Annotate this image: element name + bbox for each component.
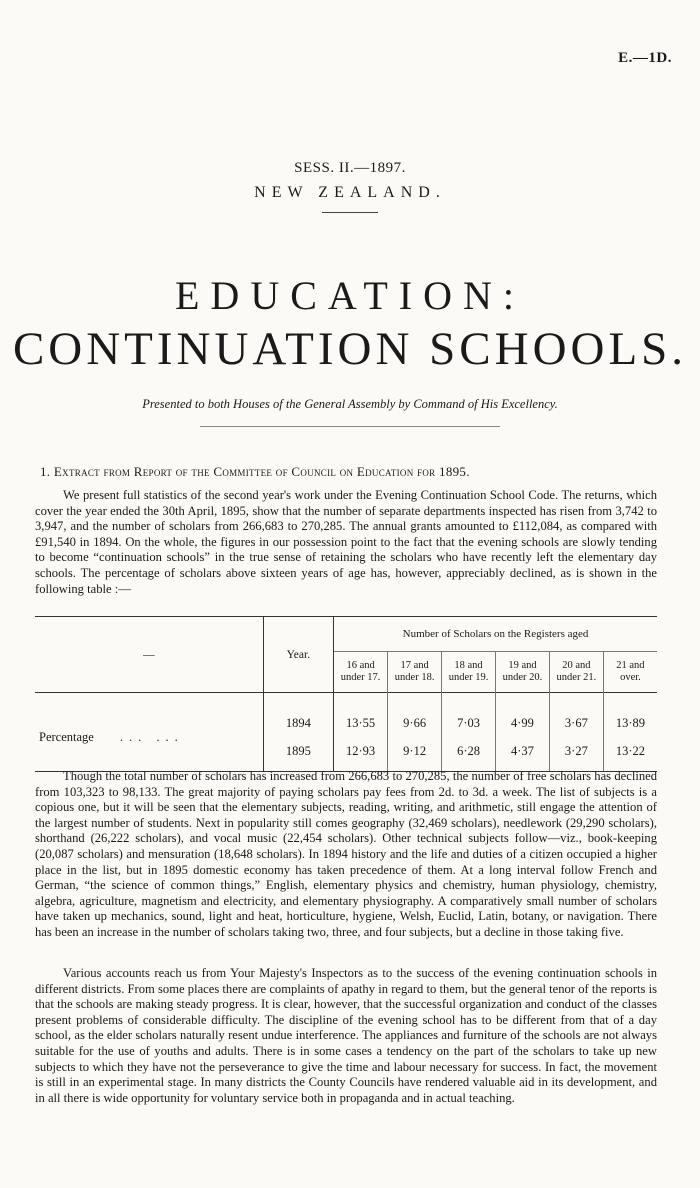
table-cell: 4·99 [496,709,550,737]
table-age-header: 18 and under 19. [442,652,496,693]
leader-dots: ... ... [119,729,184,744]
table-year-header: Year. [263,617,333,693]
statistics-table [35,616,657,772]
title-education: EDUCATION: [175,273,525,318]
title-divider [200,426,500,427]
paragraph-subjects: Though the total number of scholars has increased from 266,683 to 270,285, the number of free scholars has declined from 103,323 to 98,133. The great majority of paying scholars pay fees from 2d. to 3d. a week. The list of subjects is a copious one, but it will be seen that the elementary subjects, reading, writing, and arithmetic, still engage the attention of the largest number of students. Next in popularity still comes geography (32,469 scholars), needlework (29,290 scholars), shorthand (26,222 scholars), and vocal music (22,454 scholars). Other technical subjects follow—viz., book-keeping (20,087 scholars) and mensuration (18,648 scholars). In 1894 history and the life and duties of a citizen occupied a higher place in the list, but in 1895 domestic economy has taken precedence of them. At a long interval follow French and German, “the science of common things,” English, elementary physics and chemistry, human physiology, chemistry, algebra, agriculture, magnetism and electricity, and elementary physiography. A comparatively small number of scholars have taken up mechanics, sound, light and heat, horticulture, hygiene, Welsh, Euclid, Latin, botany, or navigation. There has been an increase in the number of scholars taking two, three, and four subjects, but a decline in those taking five. [35,769,657,939]
presented-line: Presented to both Houses of the General Assembly by Command of His Excellency. [142,397,558,411]
section-heading [40,464,680,480]
table-year-cell: 1895 [263,737,333,765]
table-cell: 9·66 [388,709,442,737]
table-age-header: 20 and under 21. [549,652,603,693]
country-line: NEW ZEALAND. [254,184,446,201]
paragraph-inspectors: Various accounts reach us from Your Majesty's Inspectors as to the success of the evening continuation schools in different districts. From some places there are complaints of apathy in regard to them, but the general tenor of the reports is that the schools are making steady progress. It is clear, however, that the successful organization and conduct of the classes present problems of considerable difficulty. The discipline of the evening school has to be different from that of a day school, as the elder scholars naturally resent undue interference. The appliances and furniture of the schools are not always suitable for the use of youths and adults. There is in some cases a tendency on the part of the scholars to take up new subjects to which they have not the perseverance to give the time and labour necessary for success. In fact, the movement is still in an experimental stage. In many districts the County Councils have rendered valuable aid in its development, and in all there is wide opportunity for voluntary service both in propaganda and in actual teaching. [35,966,657,1105]
table-age-header: 17 and under 18. [388,652,442,693]
table-row-label: Percentage ... ... [39,729,184,744]
header-divider [322,212,378,213]
table-blank-header: — [35,617,263,693]
table-row [35,709,657,737]
table-cell: 13·89 [603,709,657,737]
table-cell: 3·27 [549,737,603,765]
session-line: SESS. II.—1897. [294,160,406,176]
document-reference: E.—1D. [618,50,672,66]
table-age-header: 19 and under 20. [496,652,550,693]
section-number: 1. [40,464,51,479]
table-age-header: 21 and over. [603,652,657,693]
table-cell: 6·28 [442,737,496,765]
table-cell: 12·93 [346,743,376,758]
table-group-header: Number of Scholars on the Registers aged [334,617,657,652]
paragraph-statistics: We present full statistics of the second year's work under the Evening Continuation School Code. The returns, which cover the year ended the 30th April, 1895, show that the number of separate departments inspected has risen from 3,742 to 3,947, and the number of scholars from 266,683 to 270,285. The annual grants amounted to £112,084, as compared with £91,540 in 1894. On the whole, the figures in our possession point to the fact that the evening schools are slowly tending to become “continuation schools” in the true sense of retaining the scholars who have recently left the elementary day schools. The percentage of scholars above sixteen years of age has, however, appreciably declined, as is shown in the following table :— [35,488,657,596]
table-year-cell: 1894 [263,709,333,737]
table-cell: 13·55 [346,715,376,730]
title-continuation-schools: CONTINUATION SCHOOLS. [12,323,688,375]
section-heading-text: Extract from Report of the Committee of Council on Education for 1895. [53,464,470,479]
table-cell: 13·22 [603,737,657,765]
table-cell: 9·12 [388,737,442,765]
table-cell: 7·03 [442,709,496,737]
table-cell: 3·67 [549,709,603,737]
table-cell: 4·37 [496,737,550,765]
table-age-header: 16 and under 17. [340,660,381,683]
